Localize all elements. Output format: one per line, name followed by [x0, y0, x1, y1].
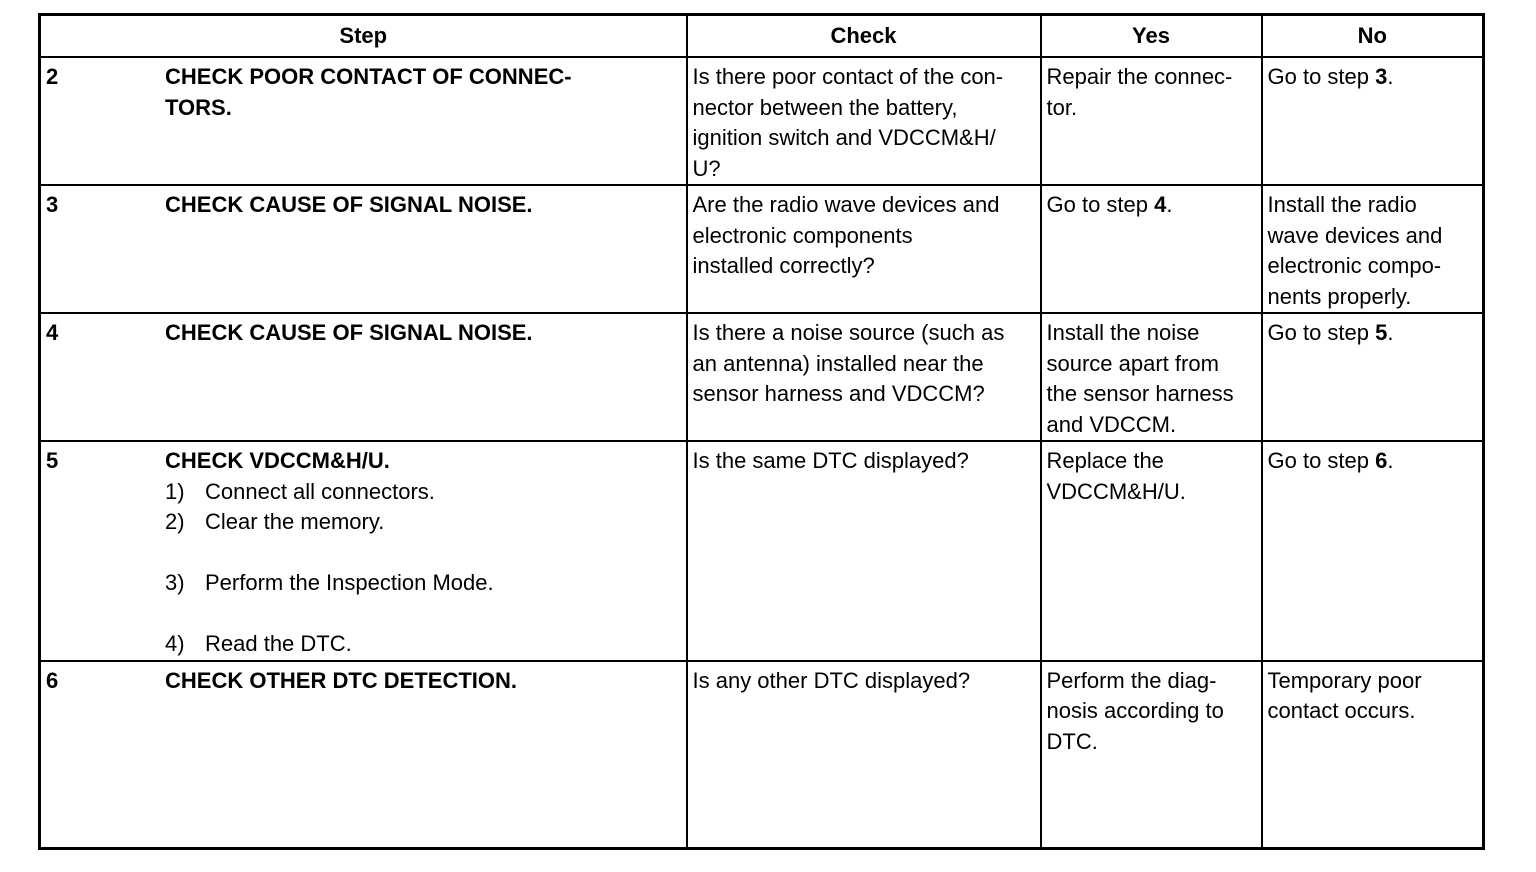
check-line: ignition switch and VDCCM&H/	[692, 125, 996, 150]
step-title: CHECK OTHER DTC DETECTION.	[165, 667, 517, 693]
check-cell	[687, 661, 1041, 849]
step-number: 2	[46, 64, 59, 89]
no-text: Go to step	[1267, 448, 1376, 473]
substep-text: Clear the memory.	[205, 509, 385, 534]
check-cell	[687, 185, 1041, 313]
no-line: nents properly.	[1267, 283, 1412, 309]
step-number: 6	[46, 667, 59, 693]
no-cell	[1262, 661, 1484, 849]
yes-line: the sensor harness	[1046, 381, 1234, 406]
yes-suffix: .	[1166, 192, 1173, 217]
substep-number: 4)	[165, 631, 185, 656]
step-title-line: TORS.	[165, 94, 232, 120]
yes-line: and VDCCM.	[1046, 411, 1177, 437]
check-line: Is there poor contact of the con-	[692, 64, 1004, 89]
check-line: Is there a noise source (such as	[692, 320, 1005, 345]
yes-line: tor.	[1046, 94, 1078, 120]
step-title: CHECK CAUSE OF SIGNAL NOISE.	[165, 320, 533, 345]
table-row	[40, 185, 1484, 313]
no-suffix: .	[1387, 448, 1394, 473]
no-line: contact occurs.	[1267, 698, 1416, 723]
yes-cell	[1041, 313, 1262, 441]
no-line: wave devices and	[1267, 222, 1443, 248]
check-line: an antenna) installed near the	[692, 350, 984, 376]
header-no: No	[1262, 15, 1484, 58]
header-yes: Yes	[1041, 15, 1262, 58]
yes-line: source apart from	[1046, 350, 1219, 376]
step-cell	[40, 661, 687, 849]
check-cell	[687, 441, 1041, 661]
step-title: CHECK CAUSE OF SIGNAL NOISE.	[165, 192, 533, 217]
yes-line: Repair the connec-	[1046, 64, 1233, 89]
step-cell	[40, 185, 687, 313]
substep-number: 1)	[165, 478, 185, 504]
header-row	[40, 15, 1484, 58]
no-text: Go to step	[1267, 320, 1376, 345]
step-cell	[40, 57, 687, 185]
yes-line: DTC.	[1046, 728, 1098, 754]
table-row	[40, 57, 1484, 185]
substep-list	[165, 477, 680, 660]
no-cell	[1262, 441, 1484, 661]
goto-step-number: 5	[1375, 320, 1388, 345]
no-line: Temporary poor	[1267, 667, 1422, 693]
header-step: Step	[40, 15, 687, 58]
yes-cell	[1041, 185, 1262, 313]
no-suffix: .	[1387, 320, 1394, 345]
substep-item	[165, 568, 680, 599]
check-line: Are the radio wave devices and	[692, 192, 1000, 217]
substep-number: 2)	[165, 509, 185, 534]
table-row	[40, 313, 1484, 441]
no-line: Install the radio	[1267, 192, 1417, 217]
step-title: CHECK VDCCM&H/U.	[165, 448, 390, 473]
no-suffix: .	[1387, 64, 1394, 89]
no-cell	[1262, 313, 1484, 441]
check-line: U?	[692, 155, 721, 181]
step-number: 3	[46, 192, 59, 217]
yes-cell	[1041, 661, 1262, 849]
table-row	[40, 441, 1484, 661]
yes-cell	[1041, 57, 1262, 185]
substep-text: Perform the Inspection Mode.	[205, 570, 494, 595]
step-title-line: CHECK POOR CONTACT OF CONNEC-	[165, 64, 572, 89]
no-text: Go to step	[1267, 64, 1376, 89]
no-cell	[1262, 57, 1484, 185]
yes-line: nosis according to	[1046, 698, 1224, 723]
check-line: Is the same DTC displayed?	[692, 448, 969, 473]
substep-item	[165, 477, 680, 508]
diagnostic-table	[38, 13, 1485, 850]
step-cell	[40, 313, 687, 441]
yes-line: Replace the	[1046, 448, 1164, 473]
step-number: 4	[46, 320, 59, 345]
goto-step-number: 3	[1375, 64, 1388, 89]
substep-item	[165, 507, 680, 538]
check-cell	[687, 57, 1041, 185]
goto-step-number: 4	[1154, 192, 1167, 217]
check-line: Is any other DTC displayed?	[692, 667, 971, 693]
table-row	[40, 661, 1484, 849]
substep-text: Read the DTC.	[205, 631, 352, 656]
substep-text: Connect all connectors.	[205, 478, 435, 504]
yes-text: Go to step	[1046, 192, 1155, 217]
no-line: electronic compo-	[1267, 253, 1442, 278]
check-line: electronic components	[692, 222, 913, 248]
step-cell	[40, 441, 687, 661]
yes-line: Install the noise	[1046, 320, 1200, 345]
goto-step-number: 6	[1375, 448, 1388, 473]
step-title	[165, 58, 680, 123]
check-line: installed correctly?	[692, 253, 875, 278]
check-cell	[687, 313, 1041, 441]
check-line: nector between the battery,	[692, 94, 958, 120]
step-number: 5	[46, 448, 59, 473]
substep-number: 3)	[165, 570, 185, 595]
no-cell	[1262, 185, 1484, 313]
yes-cell	[1041, 441, 1262, 661]
check-line: sensor harness and VDCCM?	[692, 381, 985, 406]
yes-line: Perform the diag-	[1046, 667, 1217, 693]
header-check: Check	[687, 15, 1041, 58]
substep-item	[165, 629, 680, 660]
yes-line: VDCCM&H/U.	[1046, 478, 1186, 504]
